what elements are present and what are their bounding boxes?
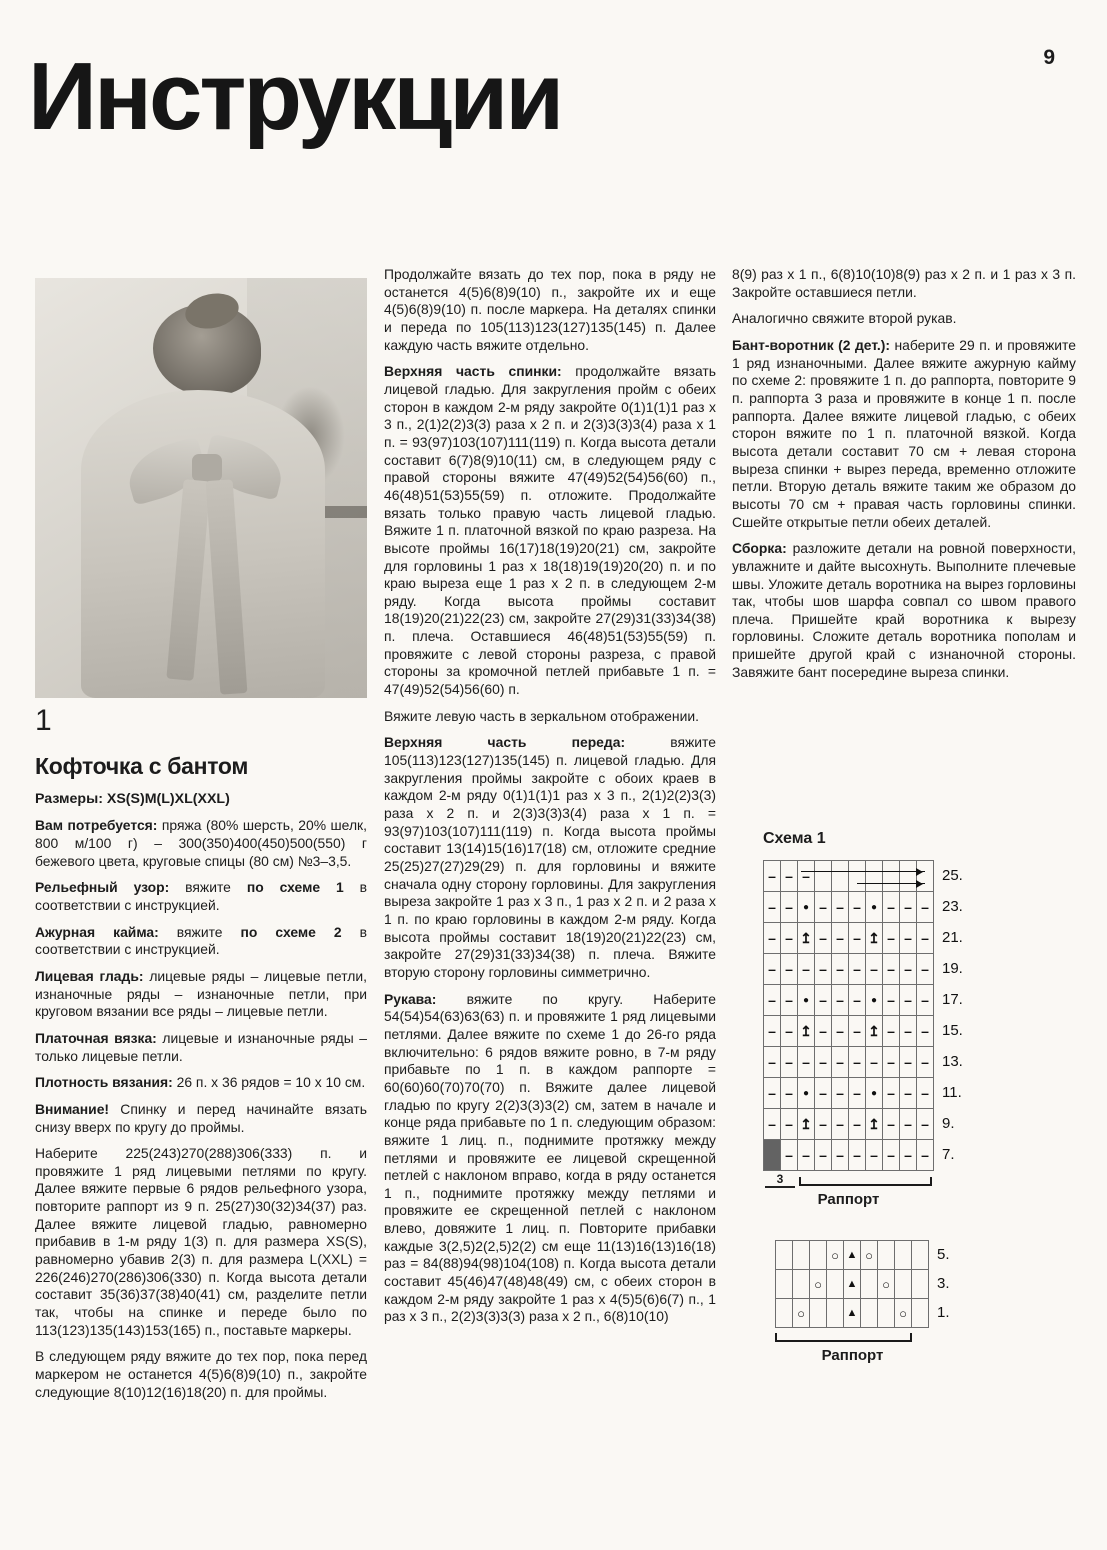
chart-cell: – [882, 891, 900, 923]
chart-cell [792, 1240, 810, 1270]
chart-cell: – [899, 1046, 917, 1078]
chart-cell: ● [797, 891, 815, 923]
chart-cell: – [763, 984, 781, 1016]
chart-cell [899, 860, 917, 892]
chart-cell: – [780, 1108, 798, 1140]
chart-cell [894, 1240, 912, 1270]
column-middle-paragraphs [384, 266, 716, 1326]
chart-cell [775, 1298, 793, 1328]
chart-cell: ↥ [865, 922, 883, 954]
chart-cell: – [831, 922, 849, 954]
paragraph-label: Лицевая гладь: [35, 967, 144, 984]
chart-row-number: 7. [942, 1146, 955, 1163]
rapport-label: Раппорт [821, 1347, 884, 1364]
paragraph-label: Вам потребуется: [35, 817, 158, 834]
paragraph: Внимание! Спинку и перед начинайте вязать снизу вверх по кругу до проймы. [35, 1100, 367, 1135]
chart-row [763, 922, 1093, 953]
chart-cell: – [848, 891, 866, 923]
chart-cell: – [780, 1139, 798, 1171]
chart-cell [860, 1298, 878, 1328]
chart-row-number: 15. [942, 1022, 963, 1039]
chart-cell: – [780, 953, 798, 985]
chart-cell: – [831, 1139, 849, 1171]
chart-row-number: 23. [942, 898, 963, 915]
chart-schema1 [763, 860, 1093, 1222]
chart-cell: – [831, 1046, 849, 1078]
chart-direction-arrow [857, 883, 925, 884]
paragraph: В следующем ряду вяжите до тех пор, пока перед маркером не останется 4(5)6(8)9(10) п., закройте следующие 8(10)12(16)18(20) п. для проймы. [35, 1348, 367, 1400]
chart-cell: – [763, 1046, 781, 1078]
chart-cell [848, 860, 866, 892]
chart-cell [877, 1240, 895, 1270]
rapport-label: Раппорт [817, 1191, 880, 1208]
chart-cell: ● [865, 891, 883, 923]
chart-row [763, 1139, 1093, 1170]
chart-row-number: 17. [942, 991, 963, 1008]
paragraph-label: Плотность вязания: [35, 1074, 173, 1091]
chart-cell: – [865, 1046, 883, 1078]
chart-cell: – [848, 984, 866, 1016]
chart-cell [911, 1269, 929, 1299]
chart-row [763, 1015, 1093, 1046]
chart-cell: ○ [792, 1298, 810, 1328]
chart-cell: – [916, 1108, 934, 1140]
paragraph-label: Ажурная кайма: [35, 923, 159, 940]
chart-cell: – [814, 1077, 832, 1109]
chart-cell: – [916, 1077, 934, 1109]
chart-cell: ↥ [797, 1015, 815, 1047]
column-middle [384, 266, 716, 1335]
chart-cell: – [882, 922, 900, 954]
chart-cell: – [814, 922, 832, 954]
chart-cell: ↥ [865, 1108, 883, 1140]
chart-cell: – [780, 891, 798, 923]
chart-cell: – [763, 860, 781, 892]
chart-cell: – [763, 891, 781, 923]
chart-cell: – [865, 953, 883, 985]
chart-cell: – [882, 953, 900, 985]
chart-row-number: 5. [937, 1246, 950, 1263]
chart-cell: – [882, 1108, 900, 1140]
column-right [732, 266, 1076, 690]
chart-cell: ○ [894, 1298, 912, 1328]
chart-cell: – [848, 1139, 866, 1171]
paragraph: Верхняя часть переда: вяжите 105(113)123(127)135(145) п. лицевой гладью. Для закругления проймы закройте с обоих краев в каждом 2-м ряду 0(1)1(1)1 раз х 3 п., 2(1)2(2)3(3) раза х 2 п. и 2(3)3(3)3(4) раза х 1 п. = 93(97)103(107)111(119) п. Когда высота проймы составит 13(14)15(16)17(18) см, отложите средние 25(25)27(27)29(29) п. для горловины и вяжите сначала одну сторону горловины. Для закругления выреза закройте 1 раз х 3 п., 1 раз х 2 п. и 2 раза х 1 п. по краю горловины в каждом 2-м ряду. Когда высота проймы составит 18(19)20(21)22(23) см, закройте 27(29)31(33)34(38) п. плеча. Вяжите вторую сторону горловины симметрично. [384, 734, 716, 980]
chart-row [775, 1298, 1093, 1327]
chart-cell: ● [797, 1077, 815, 1109]
page-number: 9 [1043, 46, 1055, 69]
chart-row-number: 13. [942, 1053, 963, 1070]
chart-cell: – [882, 1139, 900, 1171]
paragraph-label: Бант-воротник (2 дет.): [732, 336, 891, 353]
chart-cell: – [780, 1077, 798, 1109]
paragraph: Вам потребуется: пряжа (80% шерсть, 20% шелк, 800 м/100 г) – 300(350)400(450)500(550) г бежевого цвета, круговые спицы (80 см) №3–3,5. [35, 817, 367, 869]
chart-cell: – [882, 1046, 900, 1078]
chart-row [763, 984, 1093, 1015]
chart-cell: – [763, 1077, 781, 1109]
chart-row [763, 1046, 1093, 1077]
chart-row-number: 1. [937, 1304, 950, 1321]
chart1-title: Схема 1 [763, 830, 826, 847]
page-title: Инструкции [28, 43, 562, 150]
chart-cell: ● [797, 984, 815, 1016]
chart-row [763, 860, 1093, 891]
column-left-paragraphs [35, 817, 367, 1401]
chart-cell [860, 1269, 878, 1299]
sizes-label: Размеры: [35, 791, 103, 808]
pattern-number: 1 [35, 704, 52, 737]
chart-cell: – [797, 1139, 815, 1171]
chart-cell: – [780, 922, 798, 954]
chart-cell: – [848, 953, 866, 985]
chart-cell: – [848, 922, 866, 954]
chart-cell: – [814, 1015, 832, 1047]
chart-cell: – [763, 953, 781, 985]
chart-row [763, 1077, 1093, 1108]
chart-cell: – [916, 1015, 934, 1047]
paragraph: Плотность вязания: 26 п. х 36 рядов = 10 х 10 см. [35, 1074, 366, 1091]
chart-cell: – [814, 984, 832, 1016]
chart-cell [877, 1298, 895, 1328]
chart-cell: – [797, 1046, 815, 1078]
chart-cell: ○ [826, 1240, 844, 1270]
paragraph-label: Верхняя часть спинки: [384, 363, 562, 380]
paragraph: Рукава: вяжите по кругу. Наберите 54(54)54(63)63(63) п. и провяжите 1 ряд лицевыми петлями. Далее вяжите по схеме 1 до 26-го ряда включительно: 6 рядов вяжите ровно, в 7-м ряду прибавьте по 1 п. в каждом раппорте = 60(60)60(70)70(70) п. Вяжите далее лицевой гладью по кругу 2(2)3(3)3(2) см, затем в начале и конце ряда прибавьте по 1 п. следующим образом: вяжите 1 лиц. п., поднимите протяжку между петлями и провяжите ее лицевой скрещенной петлей с наклоном вправо, когда в ряду останется 1 п., поднимите протяжку между петлями и провяжите ее скрещенной петлей с наклоном влево, довяжите 1 лиц. п. Повторите прибавки каждые 3(2,5)2(2,5)2(2) см еще 11(13)16(13)16(18) раз = 84(88)94(98)104(108) п. Когда высота детали составит 45(46)47(48)48(49) см, с обеих сторон в каждом 2-м ряду закройте 1 раз х 4(5)5(6)6(7) п., 1 раз х 3 п., 2(2)3(3)3(3) раза х 2 п., 6(8)10(10) [384, 990, 716, 1325]
chart-row-number: 3. [937, 1275, 950, 1292]
chart-cell [831, 860, 849, 892]
chart-cell [826, 1269, 844, 1299]
chart-row-number: 25. [942, 867, 963, 884]
chart-cell: – [916, 891, 934, 923]
chart-cell: – [899, 1108, 917, 1140]
chart-cell: – [916, 1046, 934, 1078]
article-title: Кофточка с бантом [35, 753, 249, 780]
chart-row-number: 9. [942, 1115, 955, 1132]
chart-cell: – [763, 922, 781, 954]
sizes-value: XS(S)M(L)XL(XXL) [102, 791, 230, 808]
chart-cell: – [882, 1015, 900, 1047]
chart-cell: ↥ [797, 1108, 815, 1140]
photo-model-with-bow-cardigan [35, 278, 367, 698]
paragraph-label: Внимание! [35, 1100, 110, 1117]
chart1-grid [763, 860, 1093, 1170]
chart-cell: ▲ [843, 1240, 861, 1270]
chart-cell: – [899, 1015, 917, 1047]
chart-cell: – [899, 922, 917, 954]
paragraph-label: Рукава: [384, 990, 437, 1007]
charts-section [763, 830, 1093, 1380]
chart-row [763, 953, 1093, 984]
column-right-paragraphs [732, 266, 1076, 681]
chart-cell: – [814, 1108, 832, 1140]
edge-stitch-count: 3 [765, 1172, 795, 1188]
chart-cell: ● [865, 1077, 883, 1109]
chart-cell: – [797, 953, 815, 985]
chart-cell: – [899, 953, 917, 985]
chart-cell: ▲ [843, 1269, 861, 1299]
chart-cell: – [831, 1108, 849, 1140]
paragraph: Бант-воротник (2 дет.): наберите 29 п. и провяжите 1 ряд изнаночными. Далее вяжите ажурную кайму по схеме 2: провяжите 1 п. до раппорта, повторите 9 п. раппорта 3 раза и провяжите в конце 1 п. после раппорта. Далее вяжите лицевой гладью, с обеих сторон вяжите по 1 п. платочной вязкой. Когда высота детали составит 70 см + левая сторона выреза спинки + вырез переда, временно отложите петли. Вторую деталь вяжите таким же образом до высоты 70 см + правая часть горловины спинки. Сшейте открытые петли обеих деталей. [732, 336, 1076, 530]
chart-cell [882, 860, 900, 892]
paragraph: 8(9) раз х 1 п., 6(8)10(10)8(9) раз х 2 п. и 1 раз х 3 п. Закройте оставшиеся петли. [732, 266, 1076, 300]
chart-cell: – [814, 953, 832, 985]
chart-cell: – [899, 891, 917, 923]
chart-cell: ○ [877, 1269, 895, 1299]
chart-cell: ▲ [843, 1298, 861, 1328]
chart-cell: – [831, 1077, 849, 1109]
chart-cell [792, 1269, 810, 1299]
chart-cell [763, 1139, 781, 1171]
chart2-grid [775, 1240, 1093, 1327]
chart-cell: – [899, 984, 917, 1016]
chart-cell: – [797, 860, 815, 892]
chart-cell [775, 1240, 793, 1270]
rapport-bracket [799, 1177, 932, 1186]
rapport-bracket [775, 1333, 912, 1342]
paragraph: Продолжайте вязать до тех пор, пока в ряду не останется 4(5)6(8)9(10) п., закройте их и еще 4(5)6(8)9(10) п. после маркера. На деталях спинки и переда по 105(113)123(127)135(145) п. Далее каждую часть вяжите отдельно. [384, 266, 716, 353]
chart-cell: – [780, 1046, 798, 1078]
paragraph: Аналогично свяжите второй рукав. [732, 310, 957, 327]
chart-cell: – [882, 1077, 900, 1109]
paragraph-label: Сборка: [732, 540, 787, 557]
paragraph-label: Верхняя часть переда: [384, 734, 626, 751]
chart-row [763, 891, 1093, 922]
chart-direction-arrow [801, 871, 925, 872]
chart-cell: ↥ [797, 922, 815, 954]
paragraph-label: Рельефный узор: [35, 879, 170, 896]
chart-cell: – [780, 984, 798, 1016]
chart-cell: – [780, 1015, 798, 1047]
chart-cell: – [831, 984, 849, 1016]
chart-cell [894, 1269, 912, 1299]
chart-cell [865, 860, 883, 892]
chart-row-number: 21. [942, 929, 963, 946]
chart-cell: – [916, 922, 934, 954]
chart-cell: – [831, 891, 849, 923]
chart-cell: – [848, 1015, 866, 1047]
chart-cell: ↥ [865, 1015, 883, 1047]
paragraph: Платочная вязка: лицевые и изнаночные ряды – только лицевые петли. [35, 1029, 367, 1064]
chart-cell: – [814, 1046, 832, 1078]
chart-cell: ● [865, 984, 883, 1016]
chart-cell: – [831, 1015, 849, 1047]
chart-cell [775, 1269, 793, 1299]
chart-row-number: 19. [942, 960, 963, 977]
column-left [35, 702, 367, 1410]
chart-row [763, 1108, 1093, 1139]
chart-cell: – [899, 1139, 917, 1171]
chart-row [775, 1269, 1093, 1298]
paragraph: Рельефный узор: вяжите по схеме 1 в соответствии с инструкцией. [35, 879, 367, 913]
chart-cell: – [916, 1139, 934, 1171]
chart-cell: – [882, 984, 900, 1016]
chart-cell: – [848, 1108, 866, 1140]
chart-cell: – [814, 891, 832, 923]
paragraph: Ажурная кайма: вяжите по схеме 2 в соответствии с инструкцией. [35, 923, 367, 958]
paragraph-label: Платочная вязка: [35, 1029, 157, 1046]
sizes-line [35, 790, 367, 808]
chart-cell: – [763, 1108, 781, 1140]
chart-cell: ○ [860, 1240, 878, 1270]
chart-cell: – [916, 984, 934, 1016]
chart-cell: – [916, 953, 934, 985]
chart-cell [826, 1298, 844, 1328]
paragraph-bold-fragment: по схеме 1 [246, 879, 344, 896]
chart-cell: – [848, 1077, 866, 1109]
chart-cell [814, 860, 832, 892]
paragraph: Сборка: разложите детали на ровной поверхности, увлажните и дайте высохнуть. Выполните плечевые швы. Уложите деталь воротника на вырез горловины так, чтобы шов шарфа совпал со швом правого плеча. Пришейте край воротника к вырезу горловины. Сложите деталь воротника пополам и пришейте другой край с изнаночной стороны. Завяжите бант посередине выреза спинки. [732, 540, 1076, 680]
chart-cell: – [899, 1077, 917, 1109]
chart-cell: – [848, 1046, 866, 1078]
chart-row [775, 1240, 1093, 1269]
chart-cell [911, 1298, 929, 1328]
chart-schema2 [775, 1240, 1093, 1380]
paragraph: Верхняя часть спинки: продолжайте вязать лицевой гладью. Для закругления пройм с обеих сторон в каждом 2-м ряду закройте 0(1)1(1)1 раз х 3 п., 2(1)2(2)3(3) раза х 2 п. и 2(3)3(3)3(4) раза х 1 п. = 93(97)103(107)111(119) п. Когда высота детали составит 6(7)8(9)10(11) см, в следующем ряду с правой стороны вяжите 47(49)52(54)56(60) п., 46(48)51(53)55(59) п. отложите. Продолжайте вязать только правую часть лицевой гладью. Вяжите 1 п. платочной вязкой по краю разреза. На высоте проймы 16(17)18(19)20(21) см, закройте для горловины 1 раз х 18(18)19(19)20(20) п. и по краю выреза еще 1 раз х 2 п. в следующем 2-м ряду. Когда высота проймы составит 18(19)20(21)22(23) см, закройте 27(29)31(33)34(38) п. плеча. Оставшиеся 46(48)51(53)55(59) п. провяжите с левой стороны разреза, с правой стороны за кромочной петлей прибавьте 1 п. = 47(49)52(54)56(60) п. [384, 363, 717, 698]
chart-cell: – [831, 953, 849, 985]
chart-cell [809, 1298, 827, 1328]
paragraph: Наберите 225(243)270(288)306(333) п. и провяжите 1 ряд лицевыми петлями по кругу. Далее вяжите первые 6 рядов рельефного узора, повторите раппорт из 9 п. 25(27)30(32)34(37) раз. Далее вяжите лицевой гладью, равномерно прибавив в 1-м ряду 1(3) п. для размера XS(S), равномерно убавив 2(3) п. для размера L(XXL) = 226(246)270(286)306(330) п. Когда высота детали составит 35(36)37(38)40(41) см, разделите петли так, чтобы на спинке и переде было по 113(123)135(143)153(165) п., поставьте маркеры. [35, 1145, 367, 1338]
paragraph: Лицевая гладь: лицевые ряды – лицевые петли, изнаночные ряды – изнаночные петли, при круговом вязании все ряды – лицевые петли. [35, 967, 367, 1020]
paragraph-bold-fragment: по схеме 2 [240, 923, 342, 940]
paragraph: Вяжите левую часть в зеркальном отображении. [384, 707, 699, 724]
chart-row-number: 11. [942, 1084, 962, 1101]
chart-cell: – [780, 860, 798, 892]
chart-cell: ○ [809, 1269, 827, 1299]
chart-cell: – [814, 1139, 832, 1171]
chart-cell [809, 1240, 827, 1270]
chart-cell [911, 1240, 929, 1270]
chart-cell: – [763, 1015, 781, 1047]
chart-cell: – [865, 1139, 883, 1171]
photo-bow-knot [192, 454, 222, 482]
